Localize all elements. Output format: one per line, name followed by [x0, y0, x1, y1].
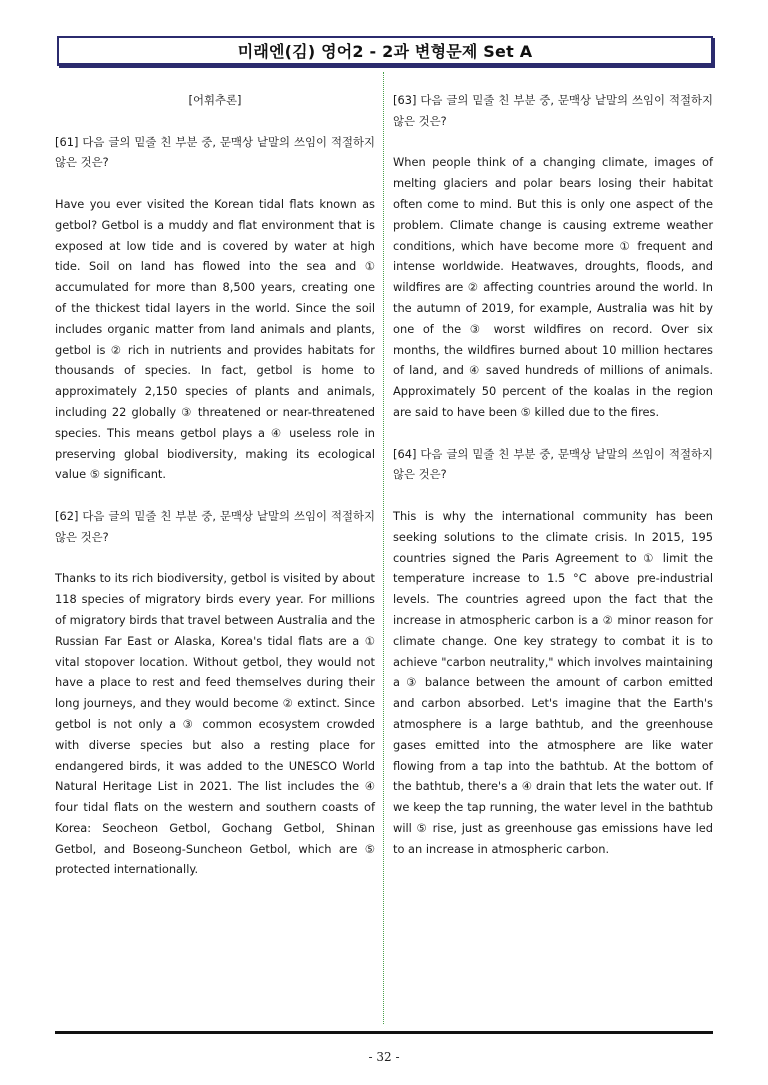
spacer [393, 132, 713, 153]
spacer [55, 548, 375, 569]
page-header [57, 36, 713, 66]
question-61-prompt: [61] 다음 글의 밑줄 친 부분 중, 문맥상 낱말의 쓰임이 적절하지 않은 것은? [55, 134, 375, 170]
question-61-passage: Have you ever visited the Korean tidal flats known as getbol? Getbol is a muddy and flat environment that is exposed at low tide and is covered by water at high tide. Soil on land has flowed into the sea and ① accumulated for more than 8,500 years, creating one of the thickest tidal layers in the world. Since the soil includes organic matter from land animals and plants, getbol is ② rich in nutrients and provides habitats for thousands of species. In fact, getbol is home to approximately 2,150 species of plants and animals, including 22 globally ③ threatened or near-threatened species. This means getbol plays a ④ useless role in preserving global biodiversity, making its ecological value ⑤ significant. [55, 196, 375, 482]
question-62-prompt: [62] 다음 글의 밑줄 친 부분 중, 문맥상 낱말의 쓰임이 적절하지 않은 것은? [55, 508, 375, 544]
column-divider [383, 72, 384, 1024]
left-column [55, 90, 375, 880]
spacer [393, 485, 713, 506]
question-64-prompt: [64] 다음 글의 밑줄 친 부분 중, 문맥상 낱말의 쓰임이 적절하지 않은 것은? [393, 446, 713, 482]
question-63-passage: When people think of a changing climate, images of melting glaciers and polar bears losing their habitat often come to mind. But this is only one aspect of the problem. Climate change is causing extreme weather conditions, which have become more ① frequent and intense worldwide. Heatwaves, droughts, floods, and wildfires are ② affecting countries around the world. In the autumn of 2019, for example, Australia was hit by one of the ③ worst wildfires on record. Over six months, the wildfires burned about 10 million hectares of land, and ④ saved hundreds of millions of animals. Approximately 50 percent of the koalas in the region are said to have been ⑤ killed due to the fires. [393, 155, 713, 419]
right-column [393, 90, 713, 859]
question-62-passage: Thanks to its rich biodiversity, getbol is visited by about 118 species of migratory birds every year. For millions of migratory birds that travel between Australia and the Russian Far East or Alaska, Korea's tidal flats are a ① vital stopover location. Without getbol, they would not have a place to rest and feed themselves during their long journeys, and they would become ② extinct. Since getbol is not only a ③ common ecosystem crowded with diverse species but also a resting place for endangered birds, it was added to the UNESCO World Natural Heritage List in 2021. The list includes the ④ four tidal flats on the western and southern coasts of Korea: Seocheon Getbol, Gochang Getbol, Shinan Getbol, and Boseong-Suncheon Getbol, which are ⑤ protected internationally. [55, 571, 375, 877]
footer-rule [55, 1031, 713, 1034]
page-number: - 32 - [368, 1050, 400, 1064]
spacer [55, 173, 375, 194]
section-label: [어휘추론] [188, 93, 242, 107]
question-64-passage: This is why the international community has been seeking solutions to the climate crisis. In 2015, 195 countries signed the Paris Agreement to ① limit the temperature increase to 1.5 °C above pre-industrial levels. The countries agreed upon the fact that the increase in atmospheric carbon is a ② minor reason for climate change. One key strategy to combat it is to achieve "carbon neutrality," which involves maintaining a ③ balance between the amount of carbon emitted and carbon absorbed. Let's imagine that the Earth's atmosphere is a large bathtub, and the greenhouse gases emitted into the atmosphere are like water flowing from a tap into the bathtub. At the bottom of the bathtub, there's a ④ drain that lets the water out. If we keep the tap running, the water level in the bathtub will ⑤ rise, just as greenhouse gas emissions have led to an increase in atmospheric carbon. [393, 508, 713, 856]
question-63-prompt: [63] 다음 글의 밑줄 친 부분 중, 문맥상 낱말의 쓰임이 적절하지 않은 것은? [393, 93, 713, 128]
page-title: 미래엔(김) 영어2 - 2과 변형문제 Set A [237, 42, 533, 61]
spacer [55, 485, 375, 506]
spacer [393, 423, 713, 444]
